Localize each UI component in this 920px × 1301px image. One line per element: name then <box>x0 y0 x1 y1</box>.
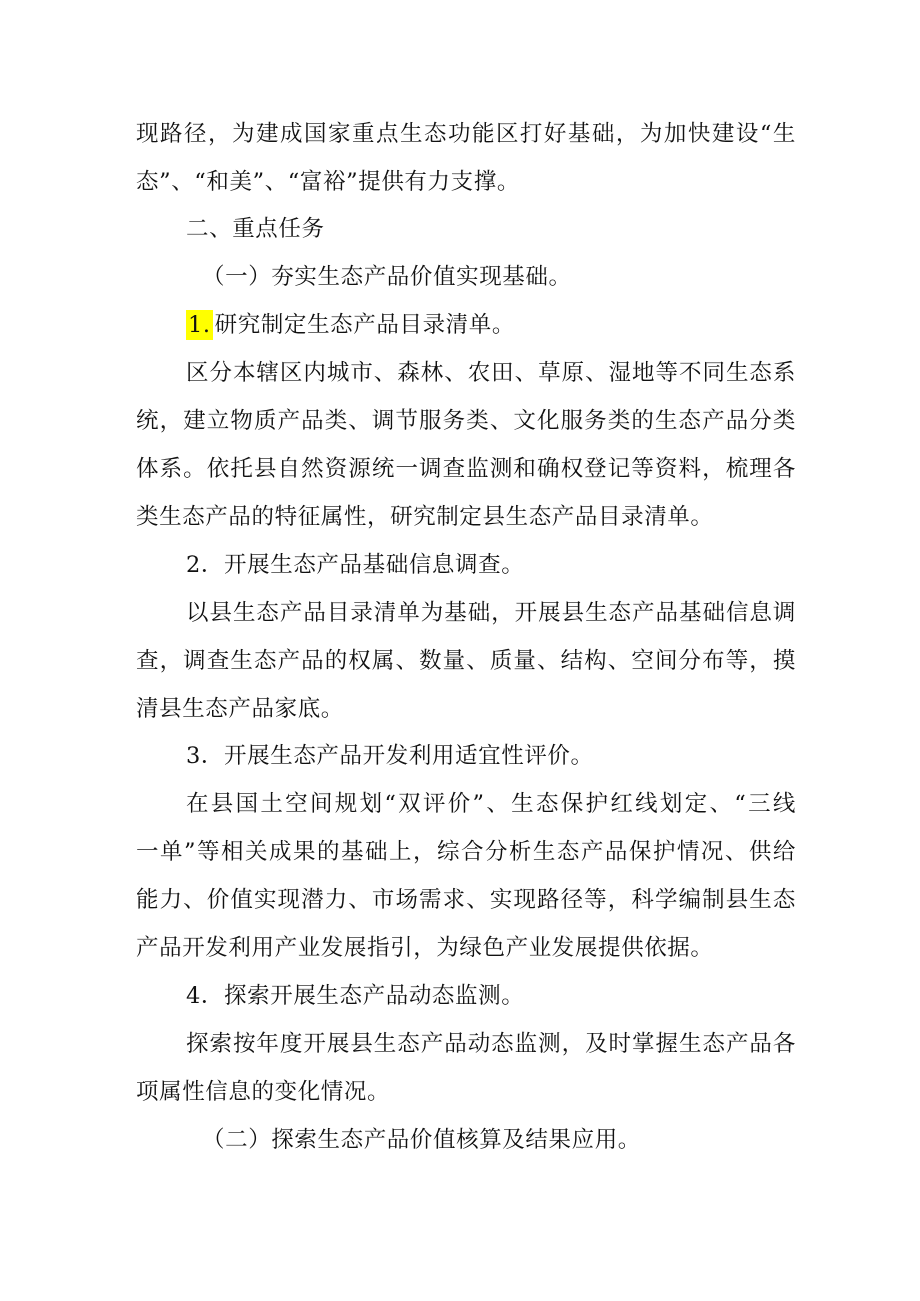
item-heading-1 <box>186 310 796 340</box>
paragraph-line: 类生态产品的特征属性，研究制定县生态产品目录清单。 <box>136 504 714 530</box>
paragraph-line: 体系。依托县自然资源统一调查监测和确权登记等资料，梳理各 <box>136 456 796 482</box>
paragraph-line: 项属性信息的变化情况。 <box>136 1079 391 1105</box>
item-heading-2: 2．开展生态产品基础信息调查。 <box>186 552 525 578</box>
paragraph-line: 产品开发利用产业发展指引，为绿色产业发展提供依据。 <box>136 935 714 961</box>
item-heading-text: 研究制定生态产品目录清单。 <box>214 312 515 338</box>
paragraph-line: 在县国土空间规划“双评价”、生态保护红线划定、“三线 <box>186 791 796 817</box>
paragraph-line: 探索按年度开展县生态产品动态监测，及时掌握生态产品各 <box>186 1031 796 1057</box>
item-heading-4: 4．探索开展生态产品动态监测。 <box>186 983 525 1009</box>
paragraph-line: 现路径，为建成国家重点生态功能区打好基础，为加快建设“生 <box>136 121 796 147</box>
paragraph-line: 清县生态产品家底。 <box>136 696 344 722</box>
paragraph-line: 能力、价值实现潜力、市场需求、实现路径等，科学编制县生态 <box>136 887 796 913</box>
paragraph-line: 区分本辖区内城市、森林、农田、草原、湿地等不同生态系 <box>186 360 796 386</box>
subsection-heading: （二）探索生态产品价值核算及结果应用。 <box>202 1127 641 1153</box>
highlighted-item-number: 1. <box>188 312 211 338</box>
item-heading-3: 3．开展生态产品开发利用适宜性评价。 <box>186 743 594 769</box>
paragraph-line: 态”、“和美”、“富裕”提供有力支撑。 <box>136 169 520 195</box>
subsection-heading: （一）夯实生态产品价值实现基础。 <box>202 264 572 290</box>
paragraph-line: 以县生态产品目录清单为基础，开展县生态产品基础信息调 <box>186 600 796 626</box>
paragraph-line: 查，调查生态产品的权属、数量、质量、结构、空间分布等，摸 <box>136 648 796 674</box>
paragraph-line: 一单”等相关成果的基础上，综合分析生态产品保护情况、供给 <box>136 839 796 865</box>
section-heading: 二、重点任务 <box>186 216 325 242</box>
paragraph-line: 统，建立物质产品类、调节服务类、文化服务类的生态产品分类 <box>136 408 796 434</box>
